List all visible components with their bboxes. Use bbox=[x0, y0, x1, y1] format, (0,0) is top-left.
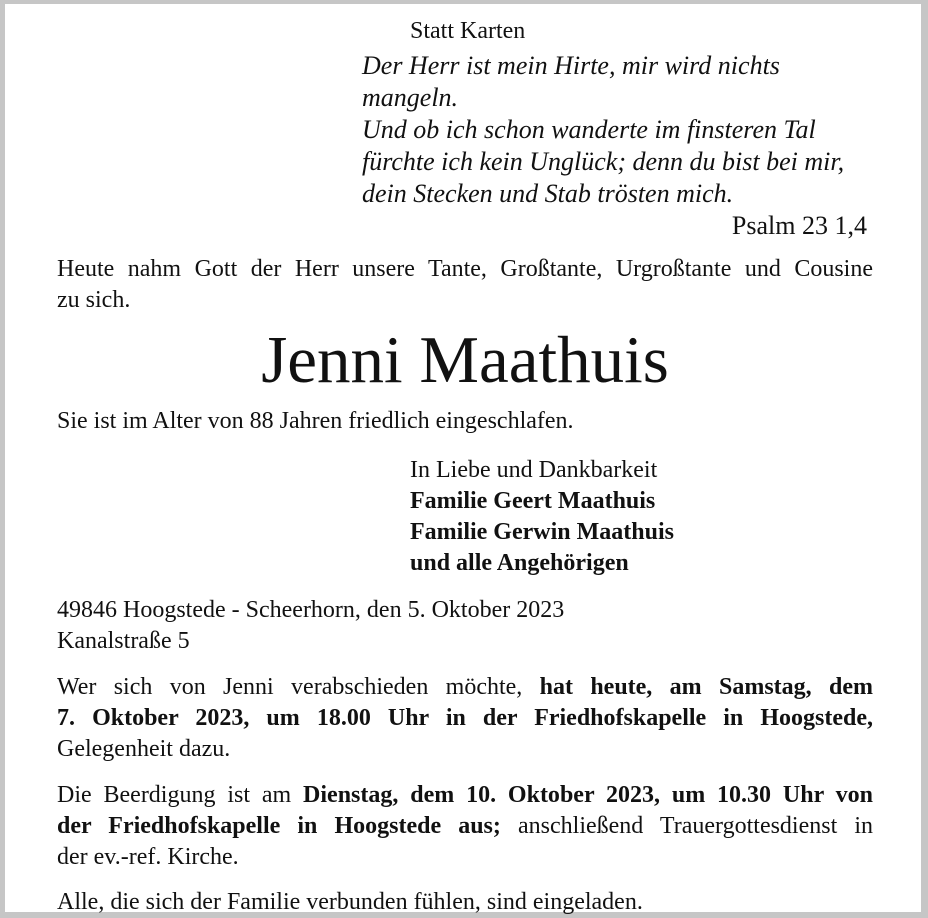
burial-paragraph bbox=[57, 780, 873, 873]
intro-line-2: zu sich. bbox=[57, 287, 131, 313]
mourner-family-2: Familie Gerwin Maathuis bbox=[410, 519, 674, 545]
burial-line-1-normal: Die Beerdigung ist am bbox=[57, 782, 292, 808]
intro-line-1: Heute nahm Gott der Herr unsere Tante, Großtante, Urgroßtante und Cousine bbox=[57, 256, 873, 282]
deceased-name: Jenni Maathuis bbox=[261, 323, 669, 397]
intro-paragraph bbox=[57, 254, 873, 316]
farewell-line-1-bold: hat heute, am Samstag, dem bbox=[539, 674, 873, 700]
psalm-line-3: fürchte ich kein Unglück; denn du bist bei mir, bbox=[362, 147, 845, 176]
psalm-line-1: Der Herr ist mein Hirte, mir wird nichts mangeln. bbox=[362, 51, 780, 112]
passing-statement: Sie ist im Alter von 88 Jahren friedlich eingeschlafen. bbox=[57, 408, 574, 434]
burial-line-2 bbox=[57, 811, 873, 842]
burial-line-3: der ev.-ref. Kirche. bbox=[57, 844, 239, 870]
psalm-line-4: dein Stecken und Stab trösten mich. bbox=[362, 179, 734, 208]
street-line: Kanalstraße 5 bbox=[57, 628, 190, 654]
invitation-line: Alle, die sich der Familie verbunden fühlen, sind eingeladen. bbox=[57, 889, 643, 915]
address-block bbox=[57, 595, 873, 657]
obituary-page bbox=[5, 4, 921, 915]
mourners-heading: In Liebe und Dankbarkeit bbox=[410, 457, 658, 483]
psalm-attribution: Psalm 23 1,4 bbox=[731, 211, 867, 240]
farewell-paragraph bbox=[57, 672, 873, 765]
mourner-relatives: und alle Angehörigen bbox=[410, 550, 629, 576]
farewell-line-1 bbox=[57, 672, 873, 703]
obituary-content bbox=[5, 4, 921, 918]
burial-line-1 bbox=[57, 780, 873, 811]
psalm-verse bbox=[362, 50, 873, 210]
farewell-line-1-normal: Wer sich von Jenni verabschieden möchte, bbox=[57, 674, 523, 700]
psalm-line-2: Und ob ich schon wanderte im finsteren Tal bbox=[362, 115, 816, 144]
mourners-block bbox=[410, 455, 873, 579]
farewell-line-3: Gelegenheit dazu. bbox=[57, 736, 231, 762]
place-date-line: 49846 Hoogstede - Scheerhorn, den 5. Oktober 2023 bbox=[57, 597, 565, 623]
mourner-family-1: Familie Geert Maathuis bbox=[410, 488, 656, 514]
statt-karten-label: Statt Karten bbox=[410, 18, 526, 44]
farewell-line-2: 7. Oktober 2023, um 18.00 Uhr in der Friedhofskapelle in Hoogstede, bbox=[57, 705, 873, 731]
burial-line-2-normal: anschließend Trauergottesdienst in bbox=[518, 813, 874, 839]
burial-line-1-bold: Dienstag, dem 10. Oktober 2023, um 10.30 Uhr von bbox=[303, 782, 874, 808]
burial-line-2-bold: der Friedhofskapelle in Hoogstede aus; bbox=[57, 813, 501, 839]
